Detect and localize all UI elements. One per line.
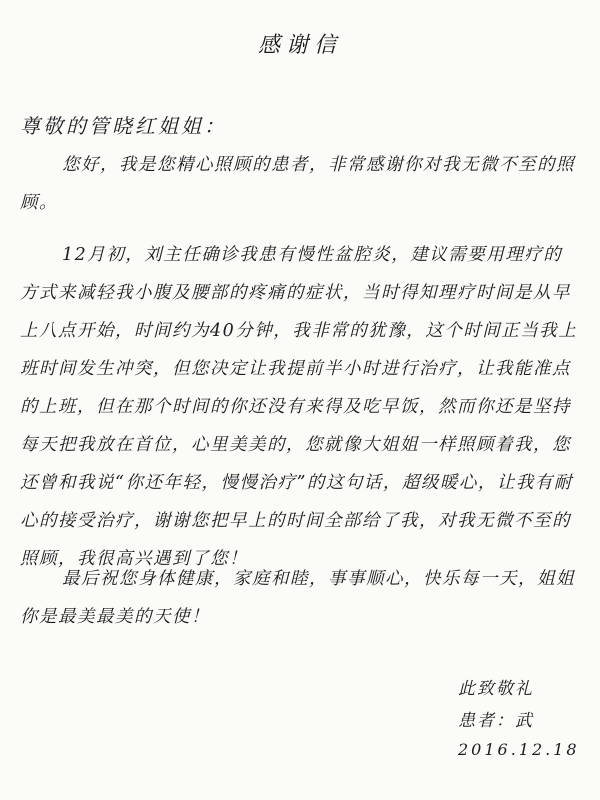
letter-title: 感谢信 [257, 33, 342, 58]
letter-paragraph-wishes: 最后祝您身体健康，家庭和睦，事事顺心，快乐每一天，姐姐你是最美最美的天使！ [20, 569, 575, 627]
letter-signature: 患者：武 [458, 711, 534, 731]
letter-paragraph-greeting: 您好，我是您精心照顾的患者，非常感谢你对我无微不至的照顾。 [20, 155, 575, 213]
letter-date: 2016.12.18 [458, 740, 580, 759]
letter-closing-salute: 此致敬礼 [458, 679, 534, 699]
letter-paragraph-body: 12月初，刘主任确诊我患有慢性盆腔炎，建议需要用理疗的方式来减轻我小腹及腰部的疼痛的症状，当时得知理疗时间是从早上八点开始，时间约为40分钟，我非常的犹豫，这个时间正当我上班时间发生冲突，但您决定让我提前半小时进行治疗，让我能准点的上班，但在那个时间的你还没有来得及吃早饭，然而你还是坚持每天把我放在首位，心里美美的，您就像大姐姐一样照顾着我，您还曾和我说“你还年轻，慢慢治疗”的这句话，超级暖心，让我有耐心的接受治疗，谢谢您把早上的时间全部给了我，对我无微不至的照顾，我很高兴遇到了您！ [20, 245, 578, 569]
letter-salutation: 尊敬的管晓红姐姐： [20, 114, 227, 138]
